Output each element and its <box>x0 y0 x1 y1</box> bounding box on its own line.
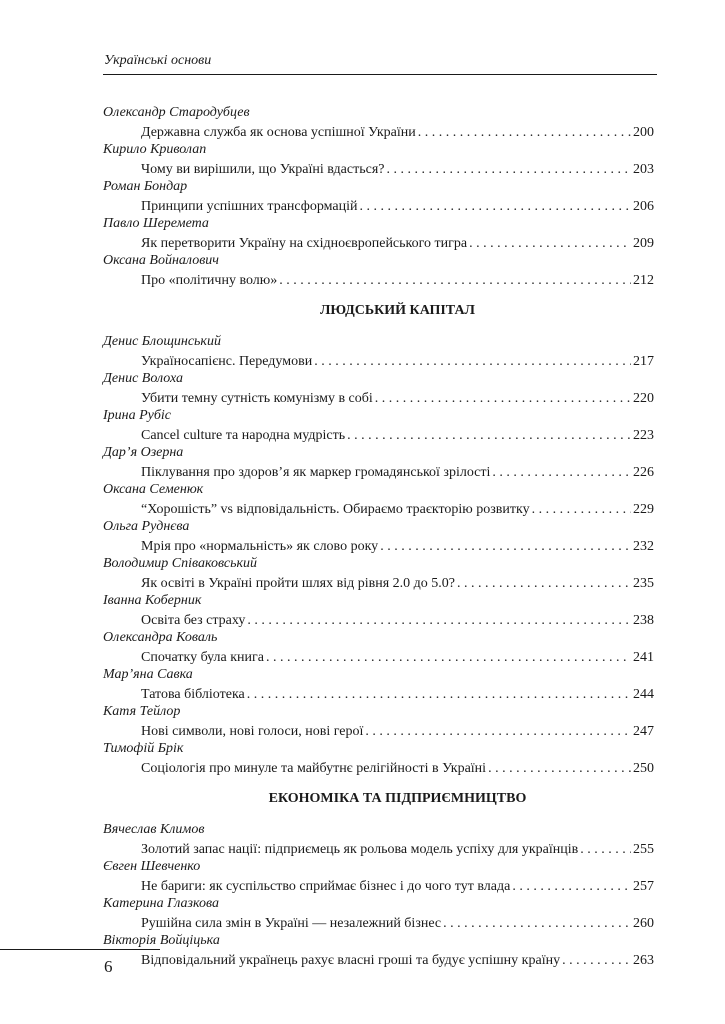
entry-title: Про «політичну волю» <box>141 273 278 288</box>
entry-page-number: 209 <box>633 236 654 251</box>
toc-entry <box>141 686 654 703</box>
entry-page-number: 247 <box>633 724 654 739</box>
author-name: Євген Шевченко <box>103 859 201 874</box>
author-name: Ольга Руднєва <box>103 519 190 534</box>
entry-title: Піклування про здоров’я як маркер громадянської зрілості <box>141 465 491 480</box>
author-name: Іванна Коберник <box>103 593 202 608</box>
entry-page-number: 260 <box>633 916 654 931</box>
entry-title: Мрія про «нормальність» як слово року <box>141 539 379 554</box>
entry-title: Освіта без страху <box>141 613 246 628</box>
dot-leader <box>469 235 631 252</box>
entry-page-number: 200 <box>633 125 654 140</box>
entry-title: Як освіті в Україні пройти шлях від рівня 2.0 до 5.0? <box>141 576 455 591</box>
toc-entry <box>141 723 654 740</box>
toc-entry <box>141 161 654 178</box>
author-name: Катя Тейлор <box>103 704 181 719</box>
toc-entry <box>141 124 654 141</box>
toc-entry <box>141 878 654 895</box>
author-name: Дар’я Озерна <box>103 445 184 460</box>
author-name: Оксана Войналович <box>103 253 219 268</box>
dot-leader <box>386 161 631 178</box>
entry-page-number: 241 <box>633 650 654 665</box>
entry-page-number: 238 <box>633 613 654 628</box>
entry-title: Державна служба як основа успішної України <box>141 125 416 140</box>
dot-leader <box>314 353 631 370</box>
dot-leader <box>266 649 631 666</box>
entry-page-number: 206 <box>633 199 654 214</box>
toc-entry <box>141 353 654 370</box>
entry-page-number: 229 <box>633 502 654 517</box>
toc-entry <box>141 612 654 629</box>
author-name: Вячеслав Климов <box>103 822 205 837</box>
author-name: Денис Волоха <box>103 371 184 386</box>
entry-page-number: 212 <box>633 273 654 288</box>
dot-leader <box>512 878 631 895</box>
dot-leader <box>247 612 631 629</box>
dot-leader <box>457 575 631 592</box>
author-name: Кирило Криволап <box>103 142 207 157</box>
header-rule <box>103 74 657 75</box>
entry-page-number: 263 <box>633 953 654 968</box>
dot-leader <box>375 390 631 407</box>
toc-entry <box>141 427 654 444</box>
toc-entry <box>141 235 654 252</box>
section-title: ЕКОНОМІКА ТА ПІДПРИЄМНИЦТВО <box>268 791 527 806</box>
author-name: Володимир Співаковський <box>103 556 258 571</box>
author-name: Вікторія Войціцька <box>103 933 220 948</box>
dot-leader <box>562 952 631 969</box>
toc-entry <box>141 649 654 666</box>
author-name: Павло Шеремета <box>103 216 209 231</box>
toc-entry <box>141 952 654 969</box>
entry-title: Україносапієнс. Передумови <box>141 354 313 369</box>
entry-title: Відповідальний українець рахує власні гроші та будує успішну країну <box>141 953 561 968</box>
entry-page-number: 235 <box>633 576 654 591</box>
toc-entry <box>141 841 654 858</box>
author-name: Денис Блощинський <box>103 334 221 349</box>
toc-entry <box>141 501 654 518</box>
running-header: Українські основи <box>104 53 212 68</box>
author-name: Тимофій Брік <box>103 741 184 756</box>
entry-title: Рушійна сила змін в Україні — незалежний бізнес <box>141 916 442 931</box>
entry-title: Принципи успішних трансформацій <box>141 199 358 214</box>
section-gap <box>103 809 654 821</box>
author-name: Олександр Стародубцев <box>103 105 250 120</box>
toc-entry <box>141 760 654 777</box>
section-gap <box>103 289 654 301</box>
dot-leader <box>347 427 631 444</box>
dot-leader <box>580 841 631 858</box>
section-title: ЛЮДСЬКИЙ КАПІТАЛ <box>319 303 475 318</box>
toc-entry <box>141 390 654 407</box>
entry-title: Нові символи, нові голоси, нові герої <box>141 724 364 739</box>
entry-page-number: 226 <box>633 465 654 480</box>
author-name: Роман Бондар <box>103 179 188 194</box>
toc-entry <box>141 915 654 932</box>
table-of-contents <box>103 104 654 969</box>
entry-page-number: 217 <box>633 354 654 369</box>
entry-title: Cancel culture та народна мудрість <box>141 428 346 443</box>
entry-title: “Хорошість” vs відповідальність. Обираємо траєкторію розвитку <box>141 502 530 517</box>
toc-entry <box>141 575 654 592</box>
footer-rule <box>0 949 160 950</box>
entry-title: Соціологія про минуле та майбутнє релігійності в Україні <box>141 761 487 776</box>
toc-entry <box>141 198 654 215</box>
toc-entry <box>141 464 654 481</box>
toc-entry <box>141 538 654 555</box>
entry-title: Убити темну сутність комунізму в собі <box>141 391 373 406</box>
dot-leader <box>360 198 631 215</box>
author-name: Ірина Рубіс <box>103 408 172 423</box>
entry-page-number: 232 <box>633 539 654 554</box>
author-name: Олександра Коваль <box>103 630 218 645</box>
entry-page-number: 244 <box>633 687 654 702</box>
dot-leader <box>418 124 631 141</box>
entry-page-number: 250 <box>633 761 654 776</box>
dot-leader <box>380 538 631 555</box>
entry-page-number: 255 <box>633 842 654 857</box>
entry-title: Золотий запас нації: підприємець як рольова модель успіху для українців <box>141 842 579 857</box>
dot-leader <box>247 686 631 703</box>
toc-entry <box>141 272 654 289</box>
entry-title: Татова бібліотека <box>141 687 245 702</box>
entry-page-number: 220 <box>633 391 654 406</box>
entry-title: Як перетворити Україну на східноєвропейського тигра <box>141 236 468 251</box>
entry-title: Спочатку була книга <box>141 650 264 665</box>
entry-title: Не бариги: як суспільство сприймає бізнес і до чого тут влада <box>141 879 511 894</box>
page-number: 6 <box>104 957 113 976</box>
dot-leader <box>365 723 631 740</box>
section-gap <box>103 321 654 333</box>
author-name: Катерина Глазкова <box>103 896 220 911</box>
entry-page-number: 223 <box>633 428 654 443</box>
dot-leader <box>488 760 631 777</box>
entry-page-number: 203 <box>633 162 654 177</box>
section-gap <box>103 777 654 789</box>
dot-leader <box>279 272 631 289</box>
author-name: Оксана Семенюк <box>103 482 204 497</box>
dot-leader <box>492 464 631 481</box>
author-name: Мар’яна Савка <box>103 667 193 682</box>
entry-title: Чому ви вирішили, що Україні вдасться? <box>141 162 385 177</box>
entry-page-number: 257 <box>633 879 654 894</box>
dot-leader <box>532 501 631 518</box>
dot-leader <box>443 915 631 932</box>
